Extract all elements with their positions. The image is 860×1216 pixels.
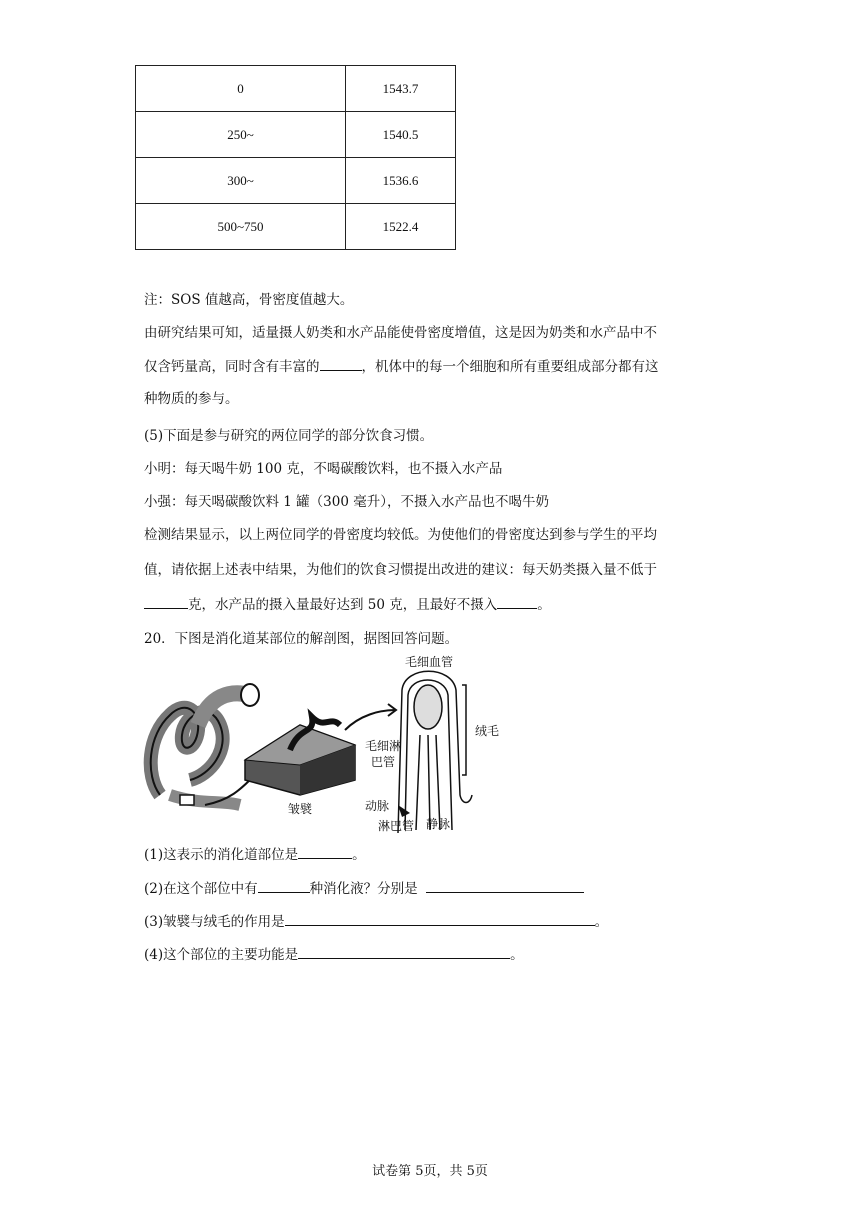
sub-question-1 bbox=[144, 844, 820, 865]
question-5: (5)下面是参与研究的两位同学的部分饮食习惯。 bbox=[144, 428, 434, 444]
answer-blank[interactable] bbox=[298, 844, 352, 859]
paragraph-line bbox=[144, 594, 820, 615]
table-cell: 500~750 bbox=[136, 204, 346, 250]
digestive-tract-figure bbox=[140, 655, 510, 835]
sub-question-3 bbox=[144, 911, 820, 932]
text-span: 。 bbox=[537, 597, 551, 613]
text-span: (4)这个部位的主要功能是 bbox=[144, 947, 299, 963]
paragraph-line: 值，请依据上述表中结果，为他们的饮食习惯提出改进的建议：每天奶类摄入量不低于 bbox=[144, 562, 657, 578]
paragraph-line: 由研究结果可知，适量摄人奶类和水产品能使骨密度增值，这是因为奶类和水产品中不 bbox=[144, 325, 657, 341]
table-row bbox=[136, 112, 456, 158]
vein-label: 静脉 bbox=[426, 817, 451, 831]
answer-blank[interactable] bbox=[258, 878, 310, 893]
sub-question-2 bbox=[144, 878, 820, 899]
villus-label: 绒毛 bbox=[475, 724, 500, 738]
text-span: 。 bbox=[510, 947, 524, 963]
text-span: (3)皱襞与绒毛的作用是 bbox=[144, 914, 285, 930]
bone-density-table bbox=[135, 65, 456, 250]
paragraph-line: 检测结果显示，以上两位同学的骨密度均较低。为使他们的骨密度达到参与学生的平均 bbox=[144, 527, 657, 543]
table-row bbox=[136, 204, 456, 250]
note-text: 注：SOS 值越高，骨密度值越大。 bbox=[144, 292, 354, 308]
fold-illustration bbox=[245, 717, 355, 795]
sub-question-4 bbox=[144, 944, 820, 965]
paragraph-line: 种物质的参与。 bbox=[144, 391, 239, 407]
arrow-icon bbox=[345, 704, 396, 730]
fold-label: 皱襞 bbox=[288, 802, 313, 816]
table-cell: 1536.6 bbox=[346, 158, 456, 204]
text-span: ，机体中的每一个细胞和所有重要组成部分都有这 bbox=[361, 359, 659, 375]
lymph-capillary-label-2: 巴管 bbox=[371, 755, 396, 769]
answer-blank[interactable] bbox=[426, 878, 584, 893]
table-row bbox=[136, 66, 456, 112]
xiaoming-habit: 小明：每天喝牛奶 100 克，不喝碳酸饮料，也不摄入水产品 bbox=[144, 461, 503, 477]
text-span: 。 bbox=[352, 847, 366, 863]
lymph-duct-label: 淋巴管 bbox=[378, 819, 415, 833]
text-span: (1)这表示的消化道部位是 bbox=[144, 847, 299, 863]
answer-blank[interactable] bbox=[285, 911, 595, 926]
xiaoqiang-habit: 小强：每天喝碳酸饮料 1 罐（300 毫升），不摄入水产品也不喝牛奶 bbox=[144, 494, 549, 510]
arrow-icon bbox=[398, 805, 410, 817]
table-cell: 1543.7 bbox=[346, 66, 456, 112]
paragraph-line bbox=[144, 356, 820, 377]
text-span: 。 bbox=[594, 914, 609, 930]
text-span: 仅含钙量高，同时含有丰富的 bbox=[144, 359, 320, 375]
table-cell: 1540.5 bbox=[346, 112, 456, 158]
table-cell: 300~ bbox=[136, 158, 346, 204]
capillary-label: 毛细血管 bbox=[405, 655, 454, 669]
lymph-capillary-label: 毛细淋 bbox=[365, 739, 402, 753]
answer-blank[interactable] bbox=[497, 594, 537, 609]
text-span: (2)在这个部位中有 bbox=[144, 881, 258, 897]
table-cell: 250~ bbox=[136, 112, 346, 158]
page-footer: 试卷第 5页，共 5页 bbox=[372, 1164, 488, 1179]
question-20: 20．下图是消化道某部位的解剖图，据图回答问题。 bbox=[144, 631, 459, 647]
text-span: 克，水产品的摄入量最好达到 50 克，且最好不摄入 bbox=[188, 597, 498, 613]
answer-blank[interactable] bbox=[320, 356, 362, 371]
answer-blank[interactable] bbox=[144, 594, 188, 609]
text-span: 种消化液？分别是 bbox=[309, 881, 418, 897]
table-cell: 1522.4 bbox=[346, 204, 456, 250]
table-row bbox=[136, 158, 456, 204]
answer-blank[interactable] bbox=[298, 944, 510, 959]
villus-illustration bbox=[398, 671, 472, 833]
artery-label: 动脉 bbox=[365, 799, 390, 813]
table-cell: 0 bbox=[136, 66, 346, 112]
